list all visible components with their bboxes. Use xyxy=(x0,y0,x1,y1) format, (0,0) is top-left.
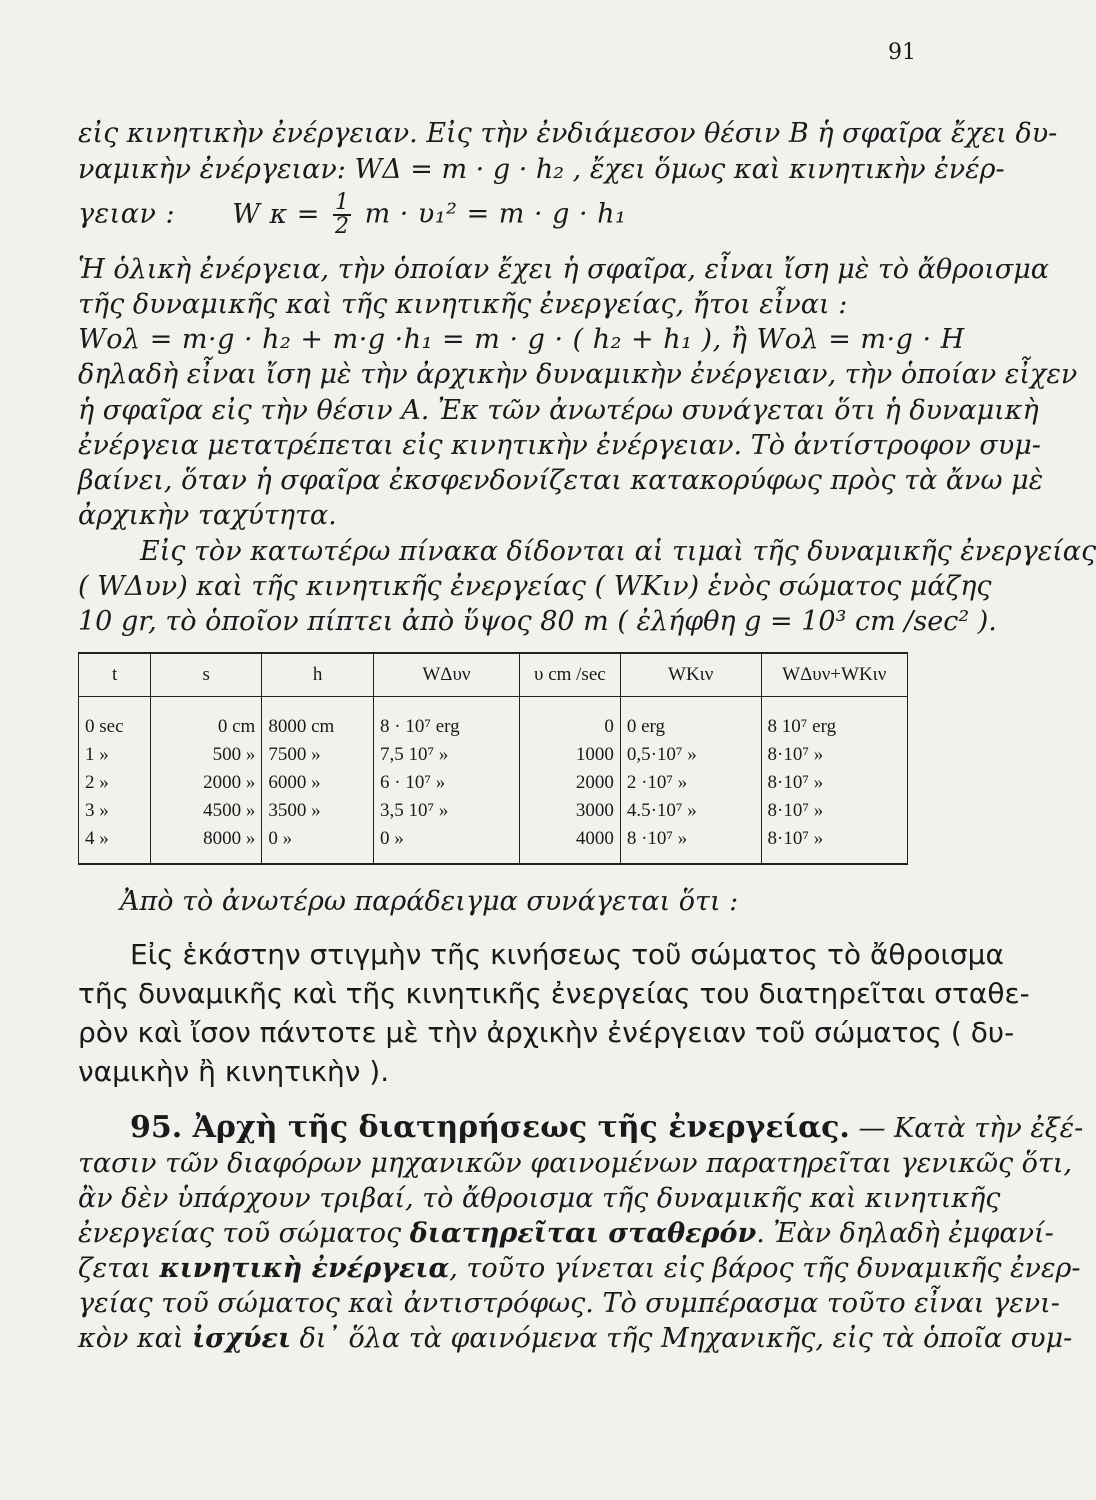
conclusion-line: τῆς δυναμικῆς καὶ τῆς κινητικῆς ἐνεργείας του διατηρεῖται σταθε- xyxy=(78,977,1030,1010)
text-span: . Ἐὰν δηλαδὴ ἐμφανί- xyxy=(756,1218,1054,1249)
emphasis-text: διατηρεῖται σταθερόν xyxy=(409,1218,757,1249)
table-cell: 3000 xyxy=(519,797,620,825)
table-cell: 500 » xyxy=(151,741,262,769)
table-cell: 2000 xyxy=(519,769,620,797)
text-line: ἡ σφαῖρα εἰς τὴν θέσιν Α. Ἐκ τῶν ἀνωτέρω συνάγεται ὅτι ἡ δυναμικὴ xyxy=(78,395,1039,426)
text-line: ναμικὴν ἐνέργειαν: WΔ = m · g · h₂ , ἔχει ὅμως καὶ κινητικὴν ἐνέρ- xyxy=(78,154,1005,185)
table-cell: 0 sec xyxy=(79,697,151,742)
table-row xyxy=(79,697,908,742)
table-cell: 8 ·10⁷ » xyxy=(620,825,761,864)
table-cell: 3,5 10⁷ » xyxy=(374,797,520,825)
formula-total-energy: Wολ = m·g · h₂ + m·g ·h₁ = m · g · ( h₂ + h₁ ), ἢ Wολ = m·g · H xyxy=(78,324,965,355)
header-s: s xyxy=(151,653,262,697)
table-cell: 4.5·10⁷ » xyxy=(620,797,761,825)
text-span: ζεται xyxy=(78,1253,151,1284)
text-span: κὸν καὶ xyxy=(78,1323,184,1354)
formula-lhs: W κ = xyxy=(232,198,320,230)
conclusion-line: ναμικὴν ἢ κινητικὴν ). xyxy=(78,1055,390,1088)
section-heading-line xyxy=(130,1110,1083,1145)
table-row xyxy=(79,769,908,797)
table-cell: 8·10⁷ » xyxy=(761,741,907,769)
text-line: εἰς κινητικὴν ἐνέργειαν. Εἰς τὴν ἐνδιάμεσον θέσιν Β ἡ σφαῖρα ἔχει δυ- xyxy=(78,118,1058,149)
section-heading-tail: — Κατὰ τὴν ἐξέ- xyxy=(858,1113,1084,1144)
table-cell: 3500 » xyxy=(262,797,374,825)
table-cell: 7500 » xyxy=(262,741,374,769)
text-span: , τοῦτο γίνεται εἰς βάρος τῆς δυναμικῆς ἐνερ- xyxy=(449,1253,1081,1284)
table-cell: 8·10⁷ » xyxy=(761,769,907,797)
table-cell: 0 » xyxy=(262,825,374,864)
formula-prefix: γειαν : xyxy=(78,198,176,230)
formula-kinetic-energy xyxy=(78,192,626,238)
text-line: Εἰς τὸν κατωτέρω πίνακα δίδονται αἱ τιμαὶ τῆς δυναμικῆς ἐνεργείας xyxy=(140,536,1096,567)
table-cell: 8 · 10⁷ erg xyxy=(374,697,520,742)
text-span: δι᾽ ὅλα τὰ φαινόμενα τῆς Μηχανικῆς, εἰς τὰ ὁποῖα συμ- xyxy=(299,1323,1073,1354)
header-velocity: υ cm /sec xyxy=(519,653,620,697)
section-heading: 95. Ἀρχὴ τῆς διατηρήσεως τῆς ἐνεργείας. xyxy=(130,1110,850,1145)
header-w-sum: WΔυν+WΚιν xyxy=(761,653,907,697)
fraction xyxy=(333,192,352,238)
table-cell: 6 · 10⁷ » xyxy=(374,769,520,797)
table-cell: 0,5·10⁷ » xyxy=(620,741,761,769)
text-line: 10 gr, τὸ ὁποῖον πίπτει ἀπὸ ὕψος 80 m ( ἐλήφθη g = 10³ cm /sec² ). xyxy=(78,606,997,637)
table-cell: 8·10⁷ » xyxy=(761,797,907,825)
text-line: βαίνει, ὅταν ἡ σφαῖρα ἐκσφενδονίζεται κατακορύφως πρὸς τὰ ἄνω μὲ xyxy=(78,465,1044,496)
formula-rhs: m · υ₁² = m · g · h₁ xyxy=(364,198,627,230)
text-line: ἀρχικὴν ταχύτητα. xyxy=(78,500,337,531)
table-cell: 0 xyxy=(519,697,620,742)
text-line: γείας τοῦ σώματος καὶ ἀντιστρόφως. Τὸ συμπέρασμα τοῦτο εἶναι γενι- xyxy=(78,1288,1060,1319)
table-cell: 2 ·10⁷ » xyxy=(620,769,761,797)
emphasis-text: κινητικὴ ἐνέργεια xyxy=(159,1253,450,1284)
page-number: 91 xyxy=(888,40,916,65)
header-w-kin: WΚιν xyxy=(620,653,761,697)
table-cell: 0 » xyxy=(374,825,520,864)
table-row xyxy=(79,741,908,769)
text-line: τασιν τῶν διαφόρων μηχανικῶν φαινομένων παρατηρεῖται γενικῶς ὅτι, xyxy=(78,1148,1073,1179)
text-line: τῆς δυναμικῆς καὶ τῆς κινητικῆς ἐνεργείας, ἤτοι εἶναι : xyxy=(78,289,848,320)
table-cell: 0 erg xyxy=(620,697,761,742)
text-line: Ἡ ὁλικὴ ἐνέργεια, τὴν ὁποίαν ἔχει ἡ σφαῖρα, εἶναι ἴση μὲ τὸ ἄθροισμα xyxy=(78,254,1050,285)
fraction-numerator: 1 xyxy=(334,190,350,215)
text-line xyxy=(78,1253,1080,1284)
header-t: t xyxy=(79,653,151,697)
table-cell: 0 cm xyxy=(151,697,262,742)
table-cell: 7,5 10⁷ » xyxy=(374,741,520,769)
table-row xyxy=(79,797,908,825)
text-line: ἐνέργεια μετατρέπεται εἰς κινητικὴν ἐνέργειαν. Τὸ ἀντίστροφον συμ- xyxy=(78,430,1041,461)
table-cell: 2000 » xyxy=(151,769,262,797)
table-cell: 8·10⁷ » xyxy=(761,825,907,864)
header-w-dyn: WΔυν xyxy=(374,653,520,697)
table-cell: 8000 » xyxy=(151,825,262,864)
text-line: ἂν δὲν ὑπάρχουν τριβαί, τὸ ἄθροισμα τῆς δυναμικῆς καὶ κινητικῆς xyxy=(78,1183,1001,1214)
table-cell: 4000 xyxy=(519,825,620,864)
table-cell: 1000 xyxy=(519,741,620,769)
conclusion-line: Εἰς ἑκάστην στιγμὴν τῆς κινήσεως τοῦ σώματος τὸ ἄθροισμα xyxy=(130,938,1004,971)
header-h: h xyxy=(262,653,374,697)
conclusion-line: ρὸν καὶ ἴσον πάντοτε μὲ τὴν ἀρχικὴν ἐνέργειαν τοῦ σώματος ( δυ- xyxy=(78,1016,1015,1049)
table-cell: 6000 » xyxy=(262,769,374,797)
table-cell: 8 10⁷ erg xyxy=(761,697,907,742)
fraction-denominator: 2 xyxy=(334,214,350,239)
text-line xyxy=(78,1323,1072,1354)
text-line: ( WΔυν) καὶ τῆς κινητικῆς ἐνεργείας ( WΚιν) ἑνὸς σώματος μάζης xyxy=(78,571,992,602)
emphasis-text: ἰσχύει xyxy=(192,1323,292,1354)
table-cell: 4 » xyxy=(79,825,151,864)
text-span: ἐνεργείας τοῦ σώματος xyxy=(78,1218,402,1249)
table-cell: 4500 » xyxy=(151,797,262,825)
table-header-row xyxy=(79,653,908,697)
table-cell: 1 » xyxy=(79,741,151,769)
table-cell: 3 » xyxy=(79,797,151,825)
text-line: δηλαδὴ εἶναι ἴση μὲ τὴν ἀρχικὴν δυναμικὴν ἐνέργειαν, τὴν ὁποίαν εἶχεν xyxy=(78,359,1078,390)
energy-table xyxy=(78,652,908,865)
text-line xyxy=(78,1218,1054,1249)
table-cell: 8000 cm xyxy=(262,697,374,742)
conclusion-intro: Ἀπὸ τὸ ἀνωτέρω παράδειγμα συνάγεται ὅτι : xyxy=(120,886,739,917)
table-cell: 2 » xyxy=(79,769,151,797)
table-row xyxy=(79,825,908,864)
